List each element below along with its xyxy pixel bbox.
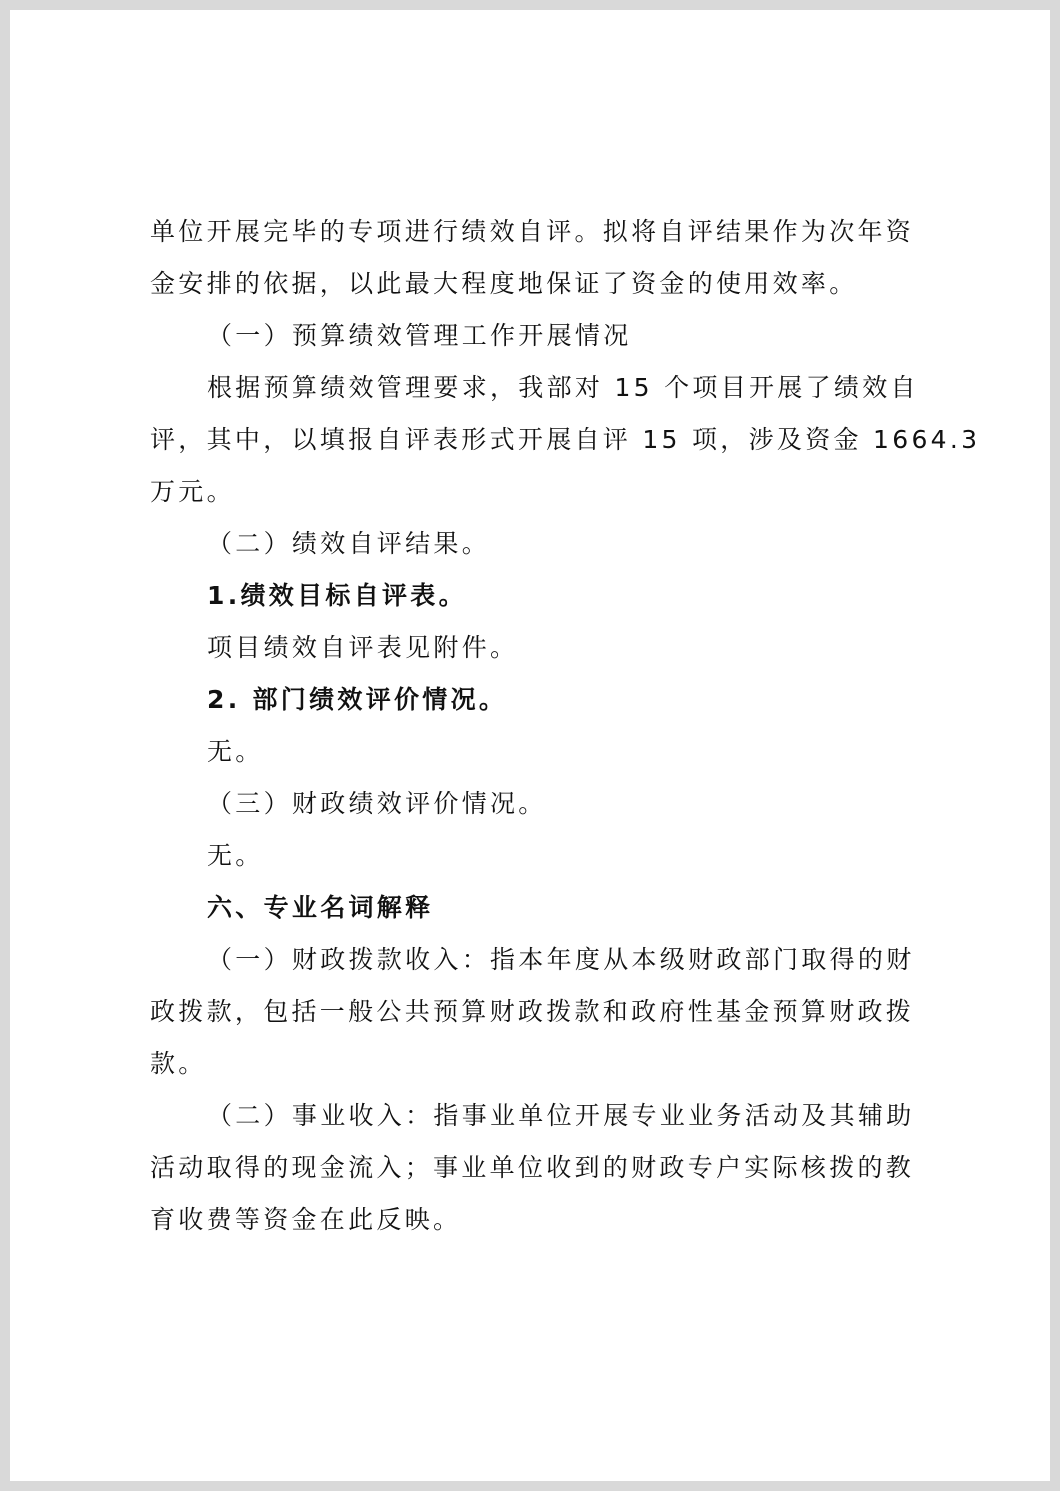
section-heading-self-evaluation-results: （二）绩效自评结果。 <box>207 529 491 558</box>
paragraph-line: 金安排的依据，以此最大程度地保证了资金的使用效率。 <box>150 269 858 298</box>
paragraph-line: （二）事业收入：指事业单位开展专业业务活动及其辅助 <box>207 1101 915 1130</box>
paragraph-line: 根据预算绩效管理要求，我部对 15 个项目开展了绩效自 <box>207 373 919 402</box>
paragraph-line: （一）财政拨款收入：指本年度从本级财政部门取得的财 <box>207 945 915 974</box>
paragraph-line: 育收费等资金在此反映。 <box>150 1205 462 1234</box>
section-heading-budget-performance: （一）预算绩效管理工作开展情况 <box>207 321 632 350</box>
document-body <box>150 206 981 1246</box>
paragraph-line: 评，其中，以填报自评表形式开展自评 15 项，涉及资金 1664.3 <box>150 425 981 454</box>
paragraph-line: 政拨款，包括一般公共预算财政拨款和政府性基金预算财政拨 <box>150 997 915 1026</box>
paragraph-line: 款。 <box>150 1049 207 1078</box>
subheading-department-evaluation: 2. 部门绩效评价情况。 <box>207 685 508 714</box>
subheading-target-self-evaluation-table: 1.绩效目标自评表。 <box>207 581 467 610</box>
paragraph-line: 活动取得的现金流入；事业单位收到的财政专户实际核拨的教 <box>150 1153 915 1182</box>
paragraph-line: 无。 <box>207 841 264 870</box>
paragraph-line: 单位开展完毕的专项进行绩效自评。拟将自评结果作为次年资 <box>150 217 915 246</box>
paragraph-line: 万元。 <box>150 477 235 506</box>
chapter-heading-terminology: 六、专业名词解释 <box>207 893 434 922</box>
document-page <box>10 10 1050 1481</box>
paragraph-line: 无。 <box>207 737 264 766</box>
section-heading-finance-evaluation: （三）财政绩效评价情况。 <box>207 789 547 818</box>
paragraph-line: 项目绩效自评表见附件。 <box>207 633 519 662</box>
